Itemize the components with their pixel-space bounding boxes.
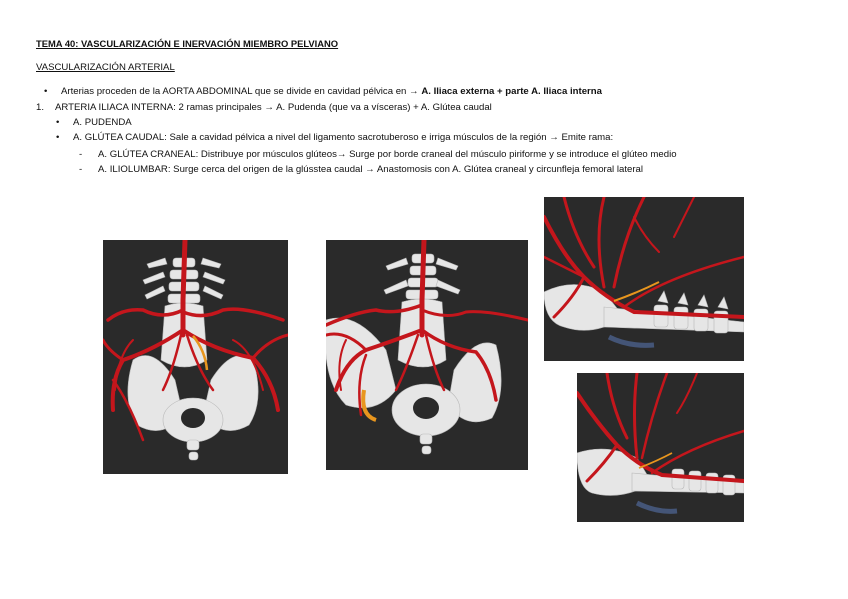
anatomy-image-oblique [326,240,528,470]
dash-glutea-craneal: A. GLÚTEA CRANEAL: Distribuye por músculos glúteos→ Surge por borde craneal del músculo piriforme y se introduce el glúteo medio [98,149,677,160]
item-number: 1. [36,102,45,113]
bullet-aorta-text: Arterias proceden de la AORTA ABDOMINAL que se divide en cavidad pélvica en → [61,86,422,97]
sub-bullet-pudenda: A. PUDENDA [73,117,132,128]
dash-iliolumbar: A. ILIOLUMBAR: Surge cerca del origen de la glússtea caudal → Anastomosis con A. Glútea craneal y circunfleja femoral lateral [98,164,643,175]
dash-marker: - [79,149,83,160]
page-title: TEMA 40: VASCULARIZACIÓN E INERVACIÓN MIEMBRO PELVIANO [36,38,339,49]
anatomy-image-lateral-1 [544,197,744,361]
item-iliaca-interna: ARTERIA ILIACA INTERNA: 2 ramas principales → A. Pudenda (que va a vísceras) + A. Glútea caudal [55,102,492,113]
section-heading: VASCULARIZACIÓN ARTERIAL [36,62,175,73]
sub-bullet-glutea-caudal: A. GLÚTEA CAUDAL: Sale a cavidad pélvica a nivel del ligamento sacrotuberoso e irriga músculos de la región → Emite rama: [73,132,614,143]
anatomy-image-dorsal-1 [103,240,288,474]
anatomy-image-lateral-2 [577,373,744,522]
bullet-marker: • [56,132,60,143]
dash-marker: - [79,164,83,175]
bullet-marker: • [56,117,60,128]
bullet-aorta [61,86,602,98]
bullet-aorta-bold: A. Iliaca externa + parte A. Iliaca interna [421,86,602,97]
bullet-marker: • [44,86,48,97]
